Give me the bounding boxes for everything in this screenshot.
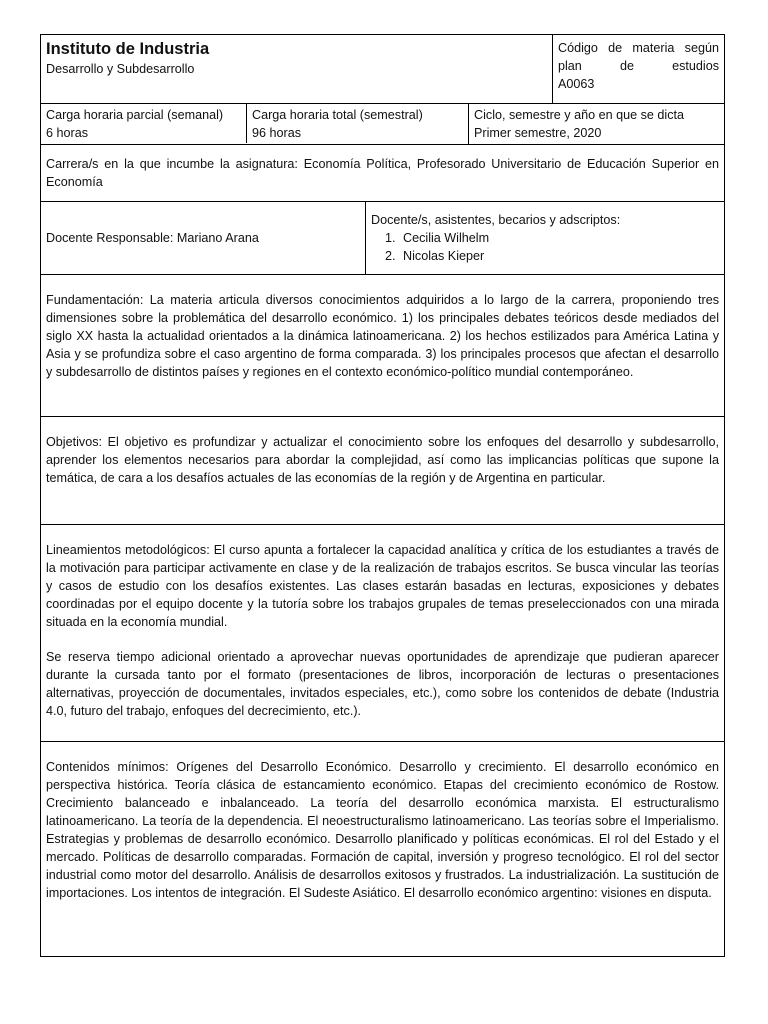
hours-row — [41, 104, 724, 145]
institute-title: Instituto de Industria — [46, 40, 210, 58]
assistants-label: Docente/s, asistentes, becarios y adscriptos: — [371, 213, 621, 227]
lineamientos-paragraph-1: Lineamientos metodológicos: El curso apunta a fortalecer la capacidad analítica y crítica de los estudiantes a través de la motivación para participar activamente en clase y de la realización de trabajos escritos. Se busca vincular las teorías y casos de estudio con los desafíos existentes. Las clases estarán basadas en lecturas, exposiciones y debates coordinadas por el equipo docente y la tutoría sobre los trabajos grupales de temas preseleccionados con una mirada situada en la economía mundial. — [46, 543, 719, 629]
staff-row — [41, 202, 724, 275]
code-label: Código de materia según plan de estudios — [558, 41, 719, 73]
assistants-cell — [366, 202, 724, 274]
assistants-list — [371, 229, 719, 265]
assistant-item: 1. Cecilia Wilhelm — [399, 229, 719, 247]
lineamientos-paragraph-2: Se reserva tiempo adicional orientado a aprovechar nuevas oportunidades de aprendizaje que pudieran aparecer durante la cursada tanto por el formato (presentaciones de libros, incorporación de lecturas o presentaciones alternativas, proyección de documentales, invitados especiales, etc.), como sobre los contenidos de debate (Industria 4.0, futuro del trabajo, enfoques del decrecimiento, etc.). — [46, 650, 719, 718]
total-hours-value: 96 horas — [252, 126, 302, 140]
cycle-cell — [469, 104, 724, 144]
institute-cell — [41, 35, 553, 103]
code-value: A0063 — [558, 77, 595, 91]
contenidos-row — [41, 742, 724, 956]
responsible-cell — [41, 202, 366, 274]
cycle-label: Ciclo, semestre y año en que se dicta — [474, 108, 685, 122]
total-hours-label: Carga horaria total (semestral) — [252, 108, 423, 122]
header-row — [41, 35, 724, 104]
cycle-value: Primer semestre, 2020 — [474, 126, 602, 140]
careers-row — [41, 145, 724, 202]
contenidos-text: Contenidos mínimos: Orígenes del Desarrollo Económico. Desarrollo y crecimiento. El desarrollo económico en perspectiva histórica. Teoría clásica de estancamiento económico. Etapas del crecimiento económico de Rostow. Crecimiento balanceado e inbalanceado. La teoría del desarrollo económica marxista. El estructuralismo latinoamericano. La teoría de la dependencia. El neoestructuralismo latinoamericano. Las teorías sobre el Imperialismo. Estrategias y problemas de desarrollo económico. Desarrollo planificado y políticas económicas. El rol del Estado y el mercado. Políticas de desarrollo comparadas. Formación de capital, inversión y progreso tecnológico. El rol del sector industrial como motor del desarrollo. Análisis de desarrollos exitosos y frustrados. La industrialización. La sustitución de importaciones. Los intentos de integración. El Sudeste Asiático. El desarrollo económico argentino: visiones en disputa. — [46, 760, 719, 900]
partial-hours-cell — [41, 104, 247, 143]
syllabus-table — [40, 34, 725, 957]
partial-hours-value: 6 horas — [46, 126, 89, 140]
careers-text: Carrera/s en la que incumbe la asignatura: Economía Política, Profesorado Universitario de Educación Superior en Economía — [46, 157, 719, 189]
objetivos-text: Objetivos: El objetivo es profundizar y actualizar el conocimiento sobre los enfoques del desarrollo y subdesarrollo, aprender los elementos necesarios para abordar la complejidad, así como las implicancias políticas que supone la temática, de cara a los desafíos actuales de las economías de la región y de Argentina en particular. — [46, 435, 719, 485]
code-cell — [553, 35, 724, 103]
lineamientos-row — [41, 525, 724, 742]
subject-name: Desarrollo y Subdesarrollo — [46, 62, 195, 76]
objetivos-row — [41, 417, 724, 525]
lineamientos-cell — [41, 525, 724, 741]
partial-hours-label: Carga horaria parcial (semanal) — [46, 108, 224, 122]
assistant-item: 2. Nicolas Kieper — [399, 247, 719, 265]
total-hours-cell — [247, 104, 469, 144]
responsible-teacher: Docente Responsable: Mariano Arana — [46, 231, 259, 245]
fundamentacion-row — [41, 275, 724, 417]
fundamentacion-text: Fundamentación: La materia articula diversos conocimientos adquiridos a lo largo de la carrera, proponiendo tres dimensiones sobre la problemática del desarrollo económico. 1) los principales debates teóricos desde mediados del siglo XX hasta la actualidad orientados a la dinámica latinoamericana. 2) los hechos estilizados para América Latina y Asia y se profundiza sobre el caso argentino de forma comparada. 3) los principales procesos que afectan el desarrollo y subdesarrollo de distintos países y regiones en el contexto económico-político mundial contemporáneo. — [46, 293, 719, 379]
